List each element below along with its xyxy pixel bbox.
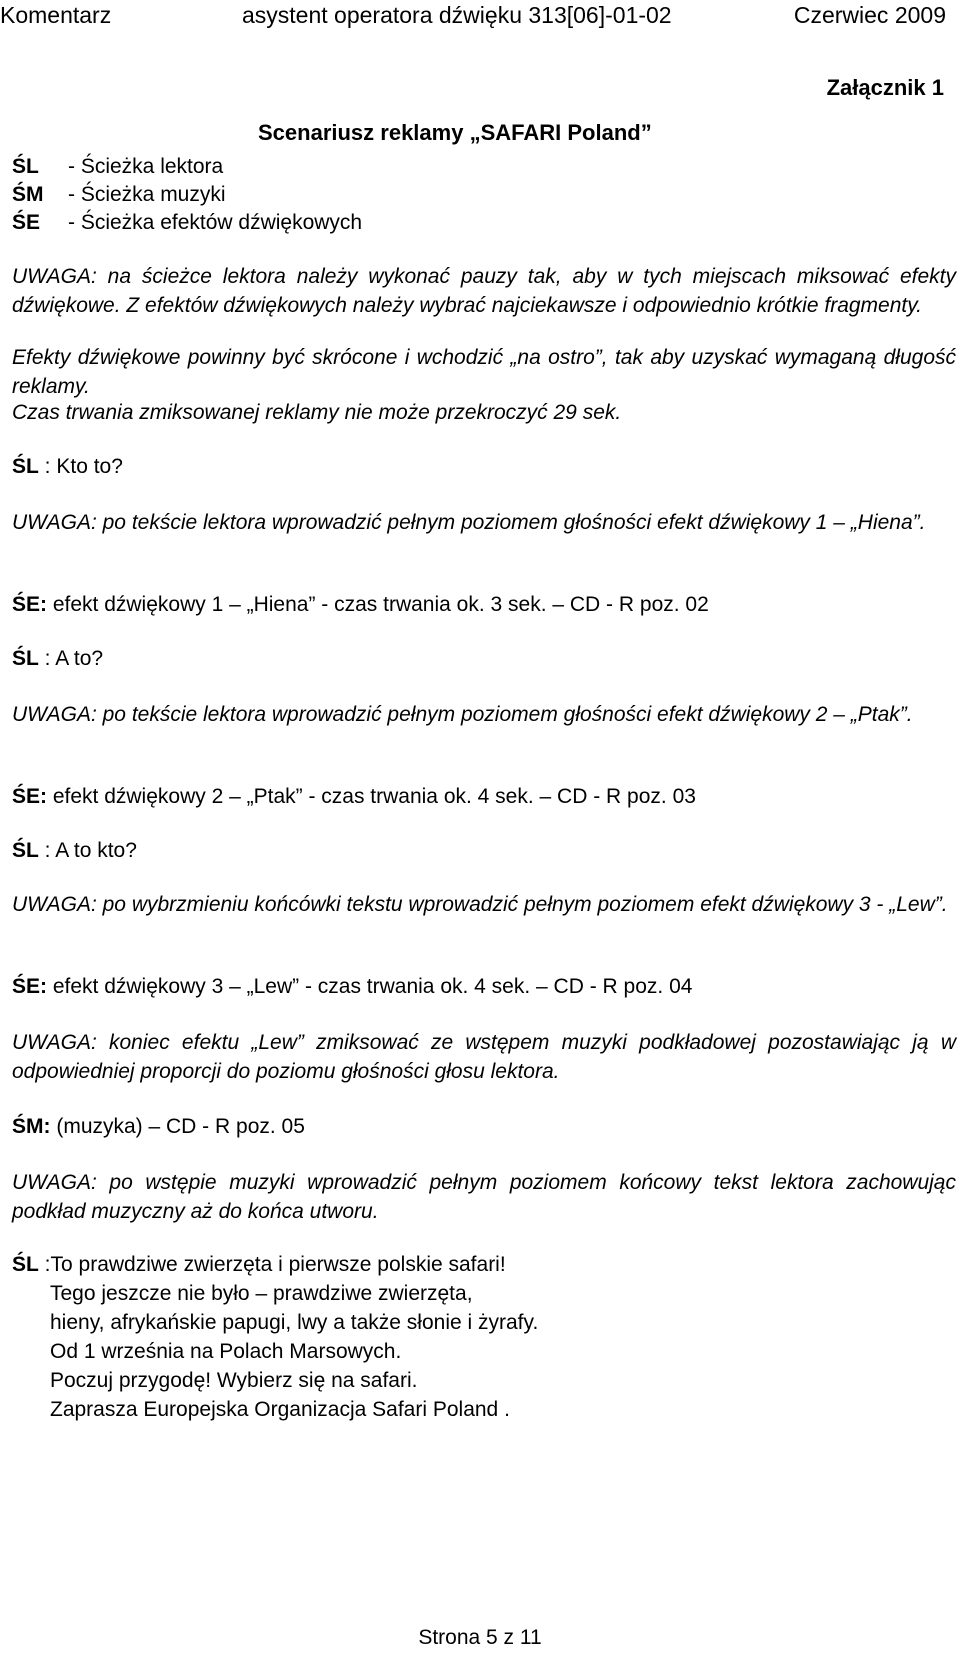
note-5: UWAGA: po wstępie muzyki wprowadzić pełnym poziomem końcowy tekst lektora zachowując podkład muzyczny aż do końca utworu. <box>12 1171 956 1223</box>
track-line-sl-3 <box>12 836 956 865</box>
final-line: Tego jeszcze nie było – prawdziwe zwierzęta, <box>50 1282 473 1305</box>
note-4: UWAGA: koniec efektu „Lew” zmiksować ze wstępem muzyki podkładowej pozostawiając ją w odpowiedniej proporcji do poziomu głośności głosu lektora. <box>12 1031 956 1083</box>
final-voiceover <box>12 1250 956 1424</box>
header-left: Komentarz <box>0 2 112 28</box>
track-text: efekt dźwiękowy 2 – „Ptak” - czas trwania ok. 4 sek. – CD - R poz. 03 <box>47 785 696 808</box>
track-line-sm-1 <box>12 1112 956 1141</box>
header-center: asystent operatora dźwięku 313[06]-01-02 <box>242 2 672 28</box>
track-code: ŚL <box>12 839 39 862</box>
header-right: Czerwiec 2009 <box>793 2 946 28</box>
intro-note-2: Efekty dźwiękowe powinny być skrócone i wchodzić „na ostro”, tak aby uzyskać wymaganą długość reklamy. <box>12 346 956 398</box>
final-line: Zaprasza Europejska Organizacja Safari Poland . <box>50 1398 510 1421</box>
intro-note-3: Czas trwania zmiksowanej reklamy nie może przekroczyć 29 sek. <box>12 401 622 424</box>
track-line-sl-2 <box>12 644 956 673</box>
track-text: efekt dźwiękowy 1 – „Hiena” - czas trwania ok. 3 sek. – CD - R poz. 02 <box>47 593 709 616</box>
intro-note-1: UWAGA: na ścieżce lektora należy wykonać pauzy tak, aby w tych miejscach miksować efekty dźwiękowe. Z efektów dźwiękowych należy wybrać najciekawsze i odpowiednio krótkie fragmenty. <box>12 265 956 317</box>
track-code: ŚE: <box>12 975 48 998</box>
track-line-sl-1 <box>12 452 956 481</box>
final-first-line <box>12 1250 956 1279</box>
track-line-se-1 <box>12 590 956 619</box>
final-line: Poczuj przygodę! Wybierz się na safari. <box>50 1369 418 1392</box>
document-title: Scenariusz reklamy „SAFARI Poland” <box>258 120 652 145</box>
track-text: efekt dźwiękowy 3 – „Lew” - czas trwania ok. 4 sek. – CD - R poz. 04 <box>47 975 693 998</box>
track-text: : A to? <box>38 647 104 670</box>
track-code: ŚM: <box>12 1115 51 1138</box>
track-line-se-3 <box>12 972 956 1001</box>
track-text: : Kto to? <box>38 455 123 478</box>
legend-text: - Ścieżka efektów dźwiękowych <box>68 211 363 234</box>
final-line-text: :To prawdziwe zwierzęta i pierwsze polskie safari! <box>38 1253 506 1276</box>
final-line: Od 1 września na Polach Marsowych. <box>50 1340 402 1363</box>
track-code: ŚE: <box>12 785 48 808</box>
legend-text: - Ścieżka lektora <box>68 155 224 178</box>
legend-code: ŚL <box>12 155 39 178</box>
legend-code: ŚE <box>12 211 41 234</box>
annex-label: Załącznik 1 <box>826 75 944 100</box>
note-3: UWAGA: po wybrzmieniu końcówki tekstu wprowadzić pełnym poziomem efekt dźwiękowy 3 - „Lew”. <box>12 893 948 916</box>
track-code: ŚL <box>12 1253 39 1276</box>
track-code: ŚL <box>12 647 39 670</box>
legend-item-se <box>12 208 362 237</box>
track-text: : A to kto? <box>38 839 137 862</box>
track-text: (muzyka) – CD - R poz. 05 <box>50 1115 305 1138</box>
final-line: hieny, afrykańskie papugi, lwy a także słonie i żyrafy. <box>50 1311 539 1334</box>
note-1: UWAGA: po tekście lektora wprowadzić pełnym poziomem głośności efekt dźwiękowy 1 – „Hiena”. <box>12 511 926 534</box>
legend-code: ŚM <box>12 183 44 206</box>
page-number: Strona 5 z 11 <box>418 1626 542 1649</box>
note-2: UWAGA: po tekście lektora wprowadzić pełnym poziomem głośności efekt dźwiękowy 2 – „Ptak”. <box>12 703 913 726</box>
legend-text: - Ścieżka muzyki <box>68 183 226 206</box>
track-line-se-2 <box>12 782 956 811</box>
page-header <box>0 0 960 32</box>
track-code: ŚE: <box>12 593 48 616</box>
legend-item-sl <box>12 152 223 181</box>
track-code: ŚL <box>12 455 39 478</box>
legend-item-sm <box>12 180 226 209</box>
